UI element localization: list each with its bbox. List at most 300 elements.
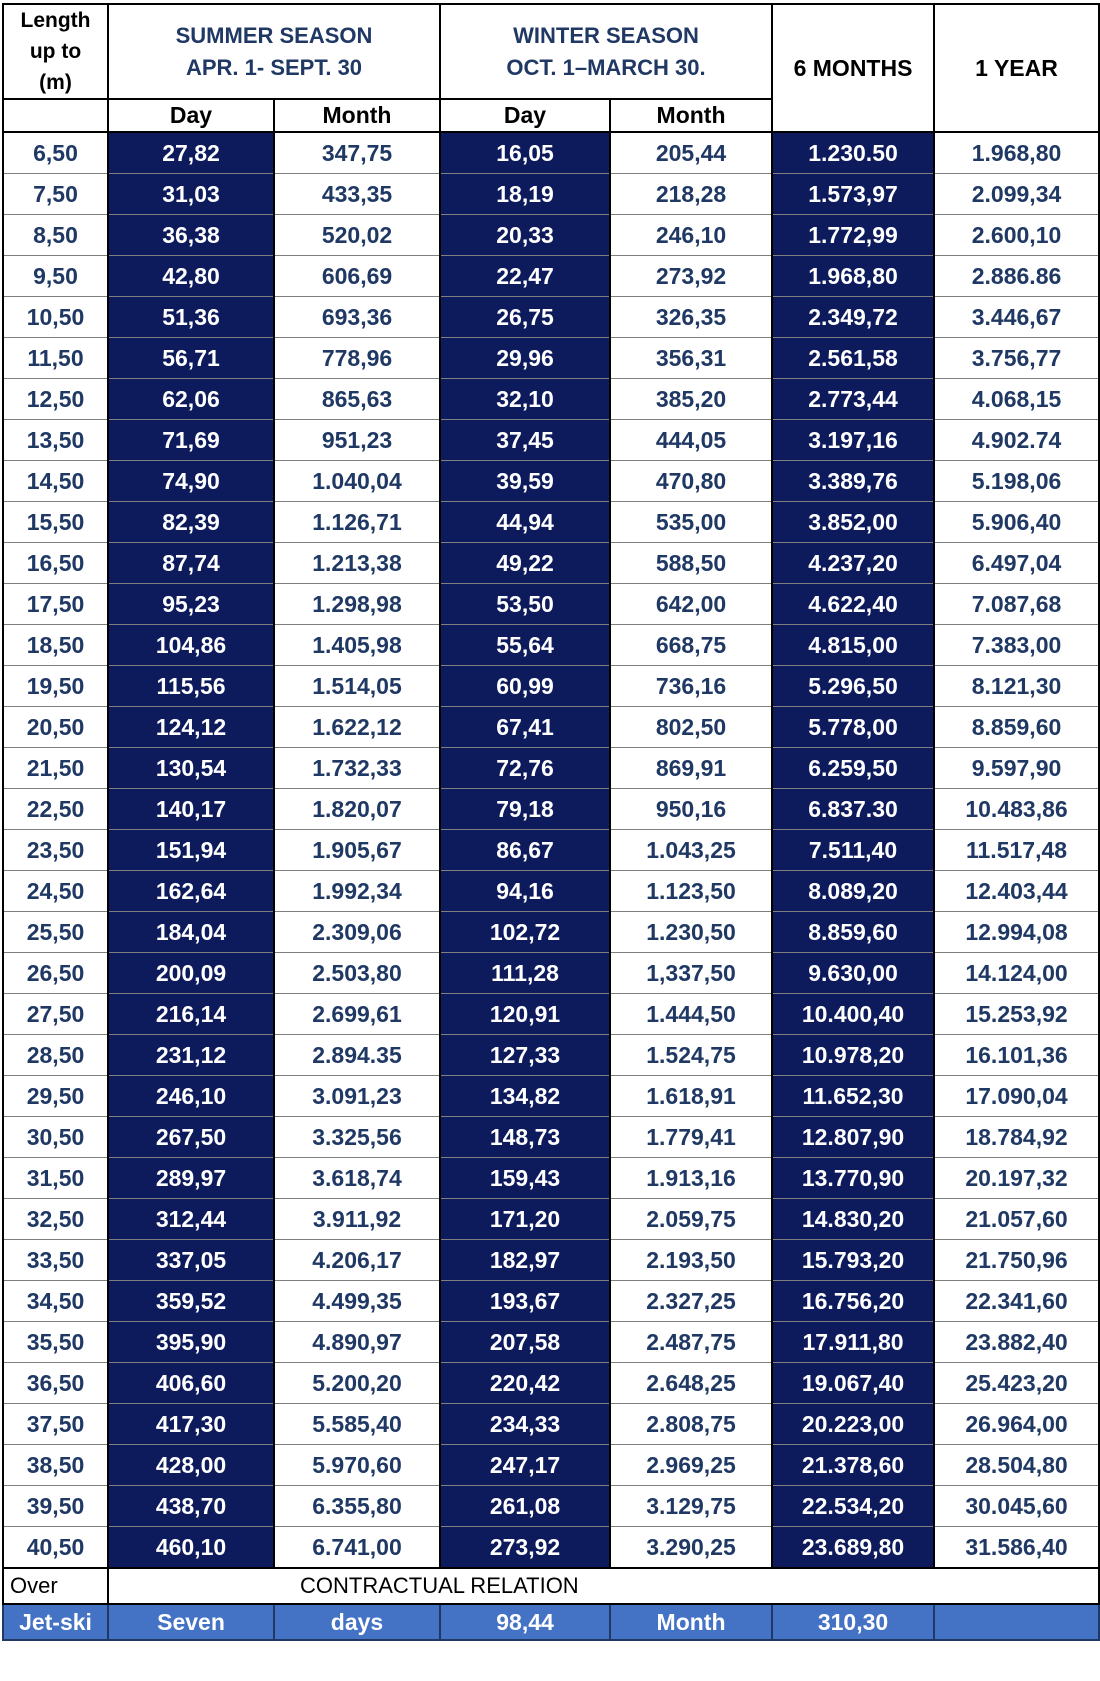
length-cell: 30,50: [3, 1117, 108, 1158]
six-months-cell: 8.859,60: [772, 912, 934, 953]
one-year-cell: 26.964,00: [934, 1404, 1099, 1445]
summer-day-cell: 438,70: [108, 1486, 274, 1527]
winter-day-cell: 207,58: [440, 1322, 610, 1363]
winter-month-cell: 326,35: [610, 297, 772, 338]
winter-month-cell: 1.043,25: [610, 830, 772, 871]
one-year-cell: 20.197,32: [934, 1158, 1099, 1199]
length-cell: 22,50: [3, 789, 108, 830]
summer-month-cell: 4.890,97: [274, 1322, 440, 1363]
summer-day-cell: 337,05: [108, 1240, 274, 1281]
length-cell: 23,50: [3, 830, 108, 871]
winter-month-cell: 3.290,25: [610, 1527, 772, 1569]
table-row: [3, 994, 1099, 1035]
summer-day-cell: 74,90: [108, 461, 274, 502]
summer-day-cell: 395,90: [108, 1322, 274, 1363]
summer-day-subheader: Day: [108, 99, 274, 132]
one-year-cell: 3.446,67: [934, 297, 1099, 338]
winter-day-cell: 261,08: [440, 1486, 610, 1527]
winter-month-cell: 2.327,25: [610, 1281, 772, 1322]
length-cell: 13,50: [3, 420, 108, 461]
six-months-cell: 17.911,80: [772, 1322, 934, 1363]
one-year-cell: 12.994,08: [934, 912, 1099, 953]
summer-month-cell: 1.905,67: [274, 830, 440, 871]
summer-day-cell: 162,64: [108, 871, 274, 912]
length-cell: 9,50: [3, 256, 108, 297]
summer-day-cell: 359,52: [108, 1281, 274, 1322]
six-months-cell: 2.349,72: [772, 297, 934, 338]
summer-month-cell: 4.499,35: [274, 1281, 440, 1322]
six-months-cell: 1.230.50: [772, 132, 934, 174]
table-row: [3, 1199, 1099, 1240]
winter-day-cell: 72,76: [440, 748, 610, 789]
winter-month-cell: 588,50: [610, 543, 772, 584]
summer-month-cell: 865,63: [274, 379, 440, 420]
winter-month-cell: 2.969,25: [610, 1445, 772, 1486]
table-row: [3, 1363, 1099, 1404]
length-cell: 24,50: [3, 871, 108, 912]
winter-day-cell: 127,33: [440, 1035, 610, 1076]
length-header-line-1: Length: [20, 9, 91, 32]
six-months-header: 6 MONTHS: [772, 4, 934, 132]
length-cell: 19,50: [3, 666, 108, 707]
winter-month-cell: 2.487,75: [610, 1322, 772, 1363]
one-year-cell: 5.906,40: [934, 502, 1099, 543]
six-months-cell: 4.237,20: [772, 543, 934, 584]
winter-day-cell: 193,67: [440, 1281, 610, 1322]
summer-month-cell: 4.206,17: [274, 1240, 440, 1281]
winter-month-cell: 2.193,50: [610, 1240, 772, 1281]
summer-month-cell: 2.309,06: [274, 912, 440, 953]
summer-day-cell: 104,86: [108, 625, 274, 666]
length-cell: 36,50: [3, 1363, 108, 1404]
table-row: [3, 1486, 1099, 1527]
one-year-cell: 14.124,00: [934, 953, 1099, 994]
summer-month-cell: 5.970,60: [274, 1445, 440, 1486]
summer-day-cell: 200,09: [108, 953, 274, 994]
summer-day-cell: 71,69: [108, 420, 274, 461]
winter-day-cell: 120,91: [440, 994, 610, 1035]
price-rows: [3, 132, 1099, 1568]
winter-day-cell: 49,22: [440, 543, 610, 584]
length-cell: 28,50: [3, 1035, 108, 1076]
one-year-cell: 9.597,90: [934, 748, 1099, 789]
length-cell: 18,50: [3, 625, 108, 666]
summer-month-cell: 1.992,34: [274, 871, 440, 912]
summer-day-cell: 31,03: [108, 174, 274, 215]
table-row: [3, 256, 1099, 297]
one-year-cell: 2.600,10: [934, 215, 1099, 256]
summer-day-cell: 216,14: [108, 994, 274, 1035]
one-year-cell: 10.483,86: [934, 789, 1099, 830]
summer-month-cell: 1.298,98: [274, 584, 440, 625]
summer-day-cell: 312,44: [108, 1199, 274, 1240]
summer-month-cell: 1.820,07: [274, 789, 440, 830]
table-row: [3, 215, 1099, 256]
winter-month-cell: 642,00: [610, 584, 772, 625]
summer-month-cell: 6.355,80: [274, 1486, 440, 1527]
summer-day-cell: 428,00: [108, 1445, 274, 1486]
summer-day-cell: 184,04: [108, 912, 274, 953]
winter-month-cell: 1.618,91: [610, 1076, 772, 1117]
six-months-cell: 1.968,80: [772, 256, 934, 297]
table-row: [3, 1076, 1099, 1117]
length-cell: 7,50: [3, 174, 108, 215]
table-row: [3, 830, 1099, 871]
summer-month-cell: 1.514,05: [274, 666, 440, 707]
jetski-days-price: 98,44: [440, 1604, 610, 1640]
six-months-cell: 8.089,20: [772, 871, 934, 912]
winter-month-cell: 1,337,50: [610, 953, 772, 994]
length-cell: 8,50: [3, 215, 108, 256]
length-cell: 17,50: [3, 584, 108, 625]
summer-day-cell: 151,94: [108, 830, 274, 871]
table-row: [3, 871, 1099, 912]
length-cell: 40,50: [3, 1527, 108, 1569]
summer-month-cell: 3.618,74: [274, 1158, 440, 1199]
one-year-cell: 25.423,20: [934, 1363, 1099, 1404]
winter-day-cell: 102,72: [440, 912, 610, 953]
summer-month-cell: 3.911,92: [274, 1199, 440, 1240]
winter-month-cell: 444,05: [610, 420, 772, 461]
six-months-cell: 3.852,00: [772, 502, 934, 543]
table-row: [3, 1117, 1099, 1158]
table-row: [3, 461, 1099, 502]
length-cell: 32,50: [3, 1199, 108, 1240]
winter-month-cell: 2.648,25: [610, 1363, 772, 1404]
table-row: [3, 953, 1099, 994]
winter-month-cell: 385,20: [610, 379, 772, 420]
summer-day-cell: 51,36: [108, 297, 274, 338]
length-cell: 27,50: [3, 994, 108, 1035]
six-months-cell: 3.197,16: [772, 420, 934, 461]
summer-month-cell: 606,69: [274, 256, 440, 297]
summer-day-cell: 62,06: [108, 379, 274, 420]
summer-day-cell: 246,10: [108, 1076, 274, 1117]
winter-day-cell: 171,20: [440, 1199, 610, 1240]
winter-day-cell: 273,92: [440, 1527, 610, 1569]
winter-day-cell: 182,97: [440, 1240, 610, 1281]
winter-day-cell: 234,33: [440, 1404, 610, 1445]
winter-month-cell: 869,91: [610, 748, 772, 789]
summer-season-header: [108, 4, 440, 99]
six-months-cell: 6.259,50: [772, 748, 934, 789]
six-months-cell: 12.807,90: [772, 1117, 934, 1158]
length-cell: 16,50: [3, 543, 108, 584]
one-year-cell: 2.886.86: [934, 256, 1099, 297]
winter-season-dates: OCT. 1–MARCH 30.: [506, 54, 706, 80]
summer-month-cell: 5.200,20: [274, 1363, 440, 1404]
six-months-cell: 1.772,99: [772, 215, 934, 256]
one-year-cell: 7.383,00: [934, 625, 1099, 666]
summer-day-cell: 130,54: [108, 748, 274, 789]
winter-month-cell: 356,31: [610, 338, 772, 379]
winter-day-cell: 79,18: [440, 789, 610, 830]
mooring-price-table: [2, 3, 1100, 1641]
summer-month-cell: 951,23: [274, 420, 440, 461]
winter-month-cell: 1.444,50: [610, 994, 772, 1035]
summer-day-cell: 289,97: [108, 1158, 274, 1199]
winter-day-cell: 20,33: [440, 215, 610, 256]
winter-month-cell: 1.230,50: [610, 912, 772, 953]
over-label: Over: [3, 1568, 108, 1604]
one-year-cell: 18.784,92: [934, 1117, 1099, 1158]
summer-month-cell: 433,35: [274, 174, 440, 215]
table-row: [3, 1158, 1099, 1199]
winter-day-cell: 18,19: [440, 174, 610, 215]
six-months-cell: 9.630,00: [772, 953, 934, 994]
one-year-cell: 12.403,44: [934, 871, 1099, 912]
length-cell: 12,50: [3, 379, 108, 420]
winter-day-cell: 247,17: [440, 1445, 610, 1486]
length-cell: 39,50: [3, 1486, 108, 1527]
winter-month-cell: 1.779,41: [610, 1117, 772, 1158]
jetski-month: Month: [610, 1604, 772, 1640]
table-row: [3, 584, 1099, 625]
one-year-header: 1 YEAR: [934, 4, 1099, 132]
winter-day-cell: 22,47: [440, 256, 610, 297]
table-row: [3, 297, 1099, 338]
one-year-cell: 21.750,96: [934, 1240, 1099, 1281]
summer-day-cell: 95,23: [108, 584, 274, 625]
price-table-wrapper: [2, 3, 1098, 1641]
length-header: [3, 4, 108, 99]
winter-month-cell: 2.059,75: [610, 1199, 772, 1240]
winter-day-cell: 26,75: [440, 297, 610, 338]
six-months-cell: 22.534,20: [772, 1486, 934, 1527]
length-cell: 26,50: [3, 953, 108, 994]
six-months-cell: 13.770,90: [772, 1158, 934, 1199]
summer-day-cell: 460,10: [108, 1527, 274, 1569]
summer-day-cell: 87,74: [108, 543, 274, 584]
summer-month-subheader: Month: [274, 99, 440, 132]
summer-day-cell: 124,12: [108, 707, 274, 748]
jetski-month-price: 310,30: [772, 1604, 934, 1640]
one-year-cell: 6.497,04: [934, 543, 1099, 584]
winter-day-cell: 32,10: [440, 379, 610, 420]
six-months-cell: 2.561,58: [772, 338, 934, 379]
length-cell: 15,50: [3, 502, 108, 543]
table-row: [3, 379, 1099, 420]
winter-month-cell: 950,16: [610, 789, 772, 830]
jetski-days: days: [274, 1604, 440, 1640]
summer-season-title: SUMMER SEASON: [175, 22, 373, 48]
winter-month-cell: 1.123,50: [610, 871, 772, 912]
six-months-cell: 10.978,20: [772, 1035, 934, 1076]
six-months-cell: 16.756,20: [772, 1281, 934, 1322]
length-subheader-empty: [3, 99, 108, 132]
table-row: [3, 625, 1099, 666]
summer-month-cell: 347,75: [274, 132, 440, 174]
one-year-cell: 8.859,60: [934, 707, 1099, 748]
summer-day-cell: 27,82: [108, 132, 274, 174]
summer-day-cell: 417,30: [108, 1404, 274, 1445]
one-year-cell: 4.902.74: [934, 420, 1099, 461]
winter-day-cell: 37,45: [440, 420, 610, 461]
table-row: [3, 338, 1099, 379]
summer-month-cell: 5.585,40: [274, 1404, 440, 1445]
summer-month-cell: 1.126,71: [274, 502, 440, 543]
winter-day-cell: 67,41: [440, 707, 610, 748]
table-row: [3, 748, 1099, 789]
winter-day-cell: 39,59: [440, 461, 610, 502]
header-row: [3, 4, 1099, 99]
winter-month-cell: 205,44: [610, 132, 772, 174]
winter-month-cell: 668,75: [610, 625, 772, 666]
contractual-relation-text: CONTRACTUAL RELATION: [108, 1568, 1099, 1604]
table-row: [3, 174, 1099, 215]
length-cell: 20,50: [3, 707, 108, 748]
summer-day-cell: 140,17: [108, 789, 274, 830]
table-row: [3, 1035, 1099, 1076]
winter-season-header: [440, 4, 772, 99]
six-months-cell: 14.830,20: [772, 1199, 934, 1240]
six-months-cell: 7.511,40: [772, 830, 934, 871]
winter-month-subheader: Month: [610, 99, 772, 132]
summer-season-dates: APR. 1- SEPT. 30: [185, 54, 363, 80]
length-cell: 10,50: [3, 297, 108, 338]
winter-day-cell: 86,67: [440, 830, 610, 871]
summer-month-cell: 693,36: [274, 297, 440, 338]
six-months-cell: 15.793,20: [772, 1240, 934, 1281]
summer-month-cell: 2.699,61: [274, 994, 440, 1035]
one-year-cell: 22.341,60: [934, 1281, 1099, 1322]
winter-day-cell: 16,05: [440, 132, 610, 174]
summer-month-cell: 778,96: [274, 338, 440, 379]
six-months-cell: 6.837.30: [772, 789, 934, 830]
winter-day-cell: 94,16: [440, 871, 610, 912]
one-year-cell: 1.968,80: [934, 132, 1099, 174]
jetski-label: Jet-ski: [3, 1604, 108, 1640]
winter-month-cell: 1.913,16: [610, 1158, 772, 1199]
six-months-cell: 10.400,40: [772, 994, 934, 1035]
winter-day-cell: 111,28: [440, 953, 610, 994]
one-year-cell: 23.882,40: [934, 1322, 1099, 1363]
winter-day-cell: 148,73: [440, 1117, 610, 1158]
length-cell: 25,50: [3, 912, 108, 953]
summer-day-cell: 267,50: [108, 1117, 274, 1158]
length-cell: 38,50: [3, 1445, 108, 1486]
length-cell: 21,50: [3, 748, 108, 789]
summer-month-cell: 520,02: [274, 215, 440, 256]
six-months-cell: 1.573,97: [772, 174, 934, 215]
table-row: [3, 1527, 1099, 1569]
winter-month-cell: 1.524,75: [610, 1035, 772, 1076]
one-year-cell: 28.504,80: [934, 1445, 1099, 1486]
one-year-cell: 31.586,40: [934, 1527, 1099, 1569]
winter-month-cell: 736,16: [610, 666, 772, 707]
summer-month-cell: 6.741,00: [274, 1527, 440, 1569]
summer-day-cell: 115,56: [108, 666, 274, 707]
summer-day-cell: 231,12: [108, 1035, 274, 1076]
jetski-row: [3, 1604, 1099, 1640]
summer-month-cell: 1.040,04: [274, 461, 440, 502]
summer-day-cell: 56,71: [108, 338, 274, 379]
winter-month-cell: 273,92: [610, 256, 772, 297]
table-row: [3, 912, 1099, 953]
table-row: [3, 543, 1099, 584]
six-months-cell: 4.815,00: [772, 625, 934, 666]
summer-month-cell: 1.213,38: [274, 543, 440, 584]
six-months-cell: 23.689,80: [772, 1527, 934, 1569]
length-header-line-3: (m): [39, 71, 72, 94]
winter-day-cell: 29,96: [440, 338, 610, 379]
winter-month-cell: 535,00: [610, 502, 772, 543]
six-months-cell: 5.778,00: [772, 707, 934, 748]
winter-month-cell: 802,50: [610, 707, 772, 748]
one-year-cell: 2.099,34: [934, 174, 1099, 215]
table-row: [3, 1240, 1099, 1281]
winter-month-cell: 3.129,75: [610, 1486, 772, 1527]
summer-month-cell: 2.894.35: [274, 1035, 440, 1076]
length-header-line-2: up to: [29, 40, 82, 63]
winter-month-cell: 218,28: [610, 174, 772, 215]
winter-day-cell: 44,94: [440, 502, 610, 543]
one-year-cell: 16.101,36: [934, 1035, 1099, 1076]
length-cell: 31,50: [3, 1158, 108, 1199]
one-year-cell: 8.121,30: [934, 666, 1099, 707]
table-row: [3, 502, 1099, 543]
length-cell: 33,50: [3, 1240, 108, 1281]
winter-day-cell: 55,64: [440, 625, 610, 666]
table-row: [3, 707, 1099, 748]
six-months-cell: 5.296,50: [772, 666, 934, 707]
length-cell: 29,50: [3, 1076, 108, 1117]
summer-day-cell: 42,80: [108, 256, 274, 297]
table-row: [3, 789, 1099, 830]
winter-day-cell: 220,42: [440, 1363, 610, 1404]
summer-month-cell: 2.503,80: [274, 953, 440, 994]
winter-month-cell: 2.808,75: [610, 1404, 772, 1445]
one-year-cell: 4.068,15: [934, 379, 1099, 420]
length-cell: 11,50: [3, 338, 108, 379]
six-months-cell: 11.652,30: [772, 1076, 934, 1117]
table-row: [3, 666, 1099, 707]
summer-month-cell: 1.622,12: [274, 707, 440, 748]
winter-month-cell: 246,10: [610, 215, 772, 256]
one-year-cell: 30.045,60: [934, 1486, 1099, 1527]
winter-day-cell: 60,99: [440, 666, 610, 707]
one-year-cell: 17.090,04: [934, 1076, 1099, 1117]
table-row: [3, 1404, 1099, 1445]
one-year-cell: 21.057,60: [934, 1199, 1099, 1240]
winter-day-cell: 134,82: [440, 1076, 610, 1117]
summer-month-cell: 1.405,98: [274, 625, 440, 666]
summer-month-cell: 3.091,23: [274, 1076, 440, 1117]
six-months-cell: 19.067,40: [772, 1363, 934, 1404]
over-row: [3, 1568, 1099, 1604]
table-row: [3, 1445, 1099, 1486]
length-cell: 35,50: [3, 1322, 108, 1363]
summer-day-cell: 406,60: [108, 1363, 274, 1404]
summer-day-cell: 82,39: [108, 502, 274, 543]
winter-day-cell: 159,43: [440, 1158, 610, 1199]
one-year-cell: 15.253,92: [934, 994, 1099, 1035]
table-row: [3, 1322, 1099, 1363]
length-cell: 37,50: [3, 1404, 108, 1445]
length-cell: 14,50: [3, 461, 108, 502]
winter-day-subheader: Day: [440, 99, 610, 132]
six-months-cell: 4.622,40: [772, 584, 934, 625]
table-row: [3, 1281, 1099, 1322]
summer-month-cell: 1.732,33: [274, 748, 440, 789]
one-year-cell: 7.087,68: [934, 584, 1099, 625]
table-row: [3, 132, 1099, 174]
jetski-empty: [934, 1604, 1099, 1640]
jetski-seven: Seven: [108, 1604, 274, 1640]
length-cell: 34,50: [3, 1281, 108, 1322]
winter-season-title: WINTER SEASON: [513, 22, 699, 48]
length-cell: 6,50: [3, 132, 108, 174]
